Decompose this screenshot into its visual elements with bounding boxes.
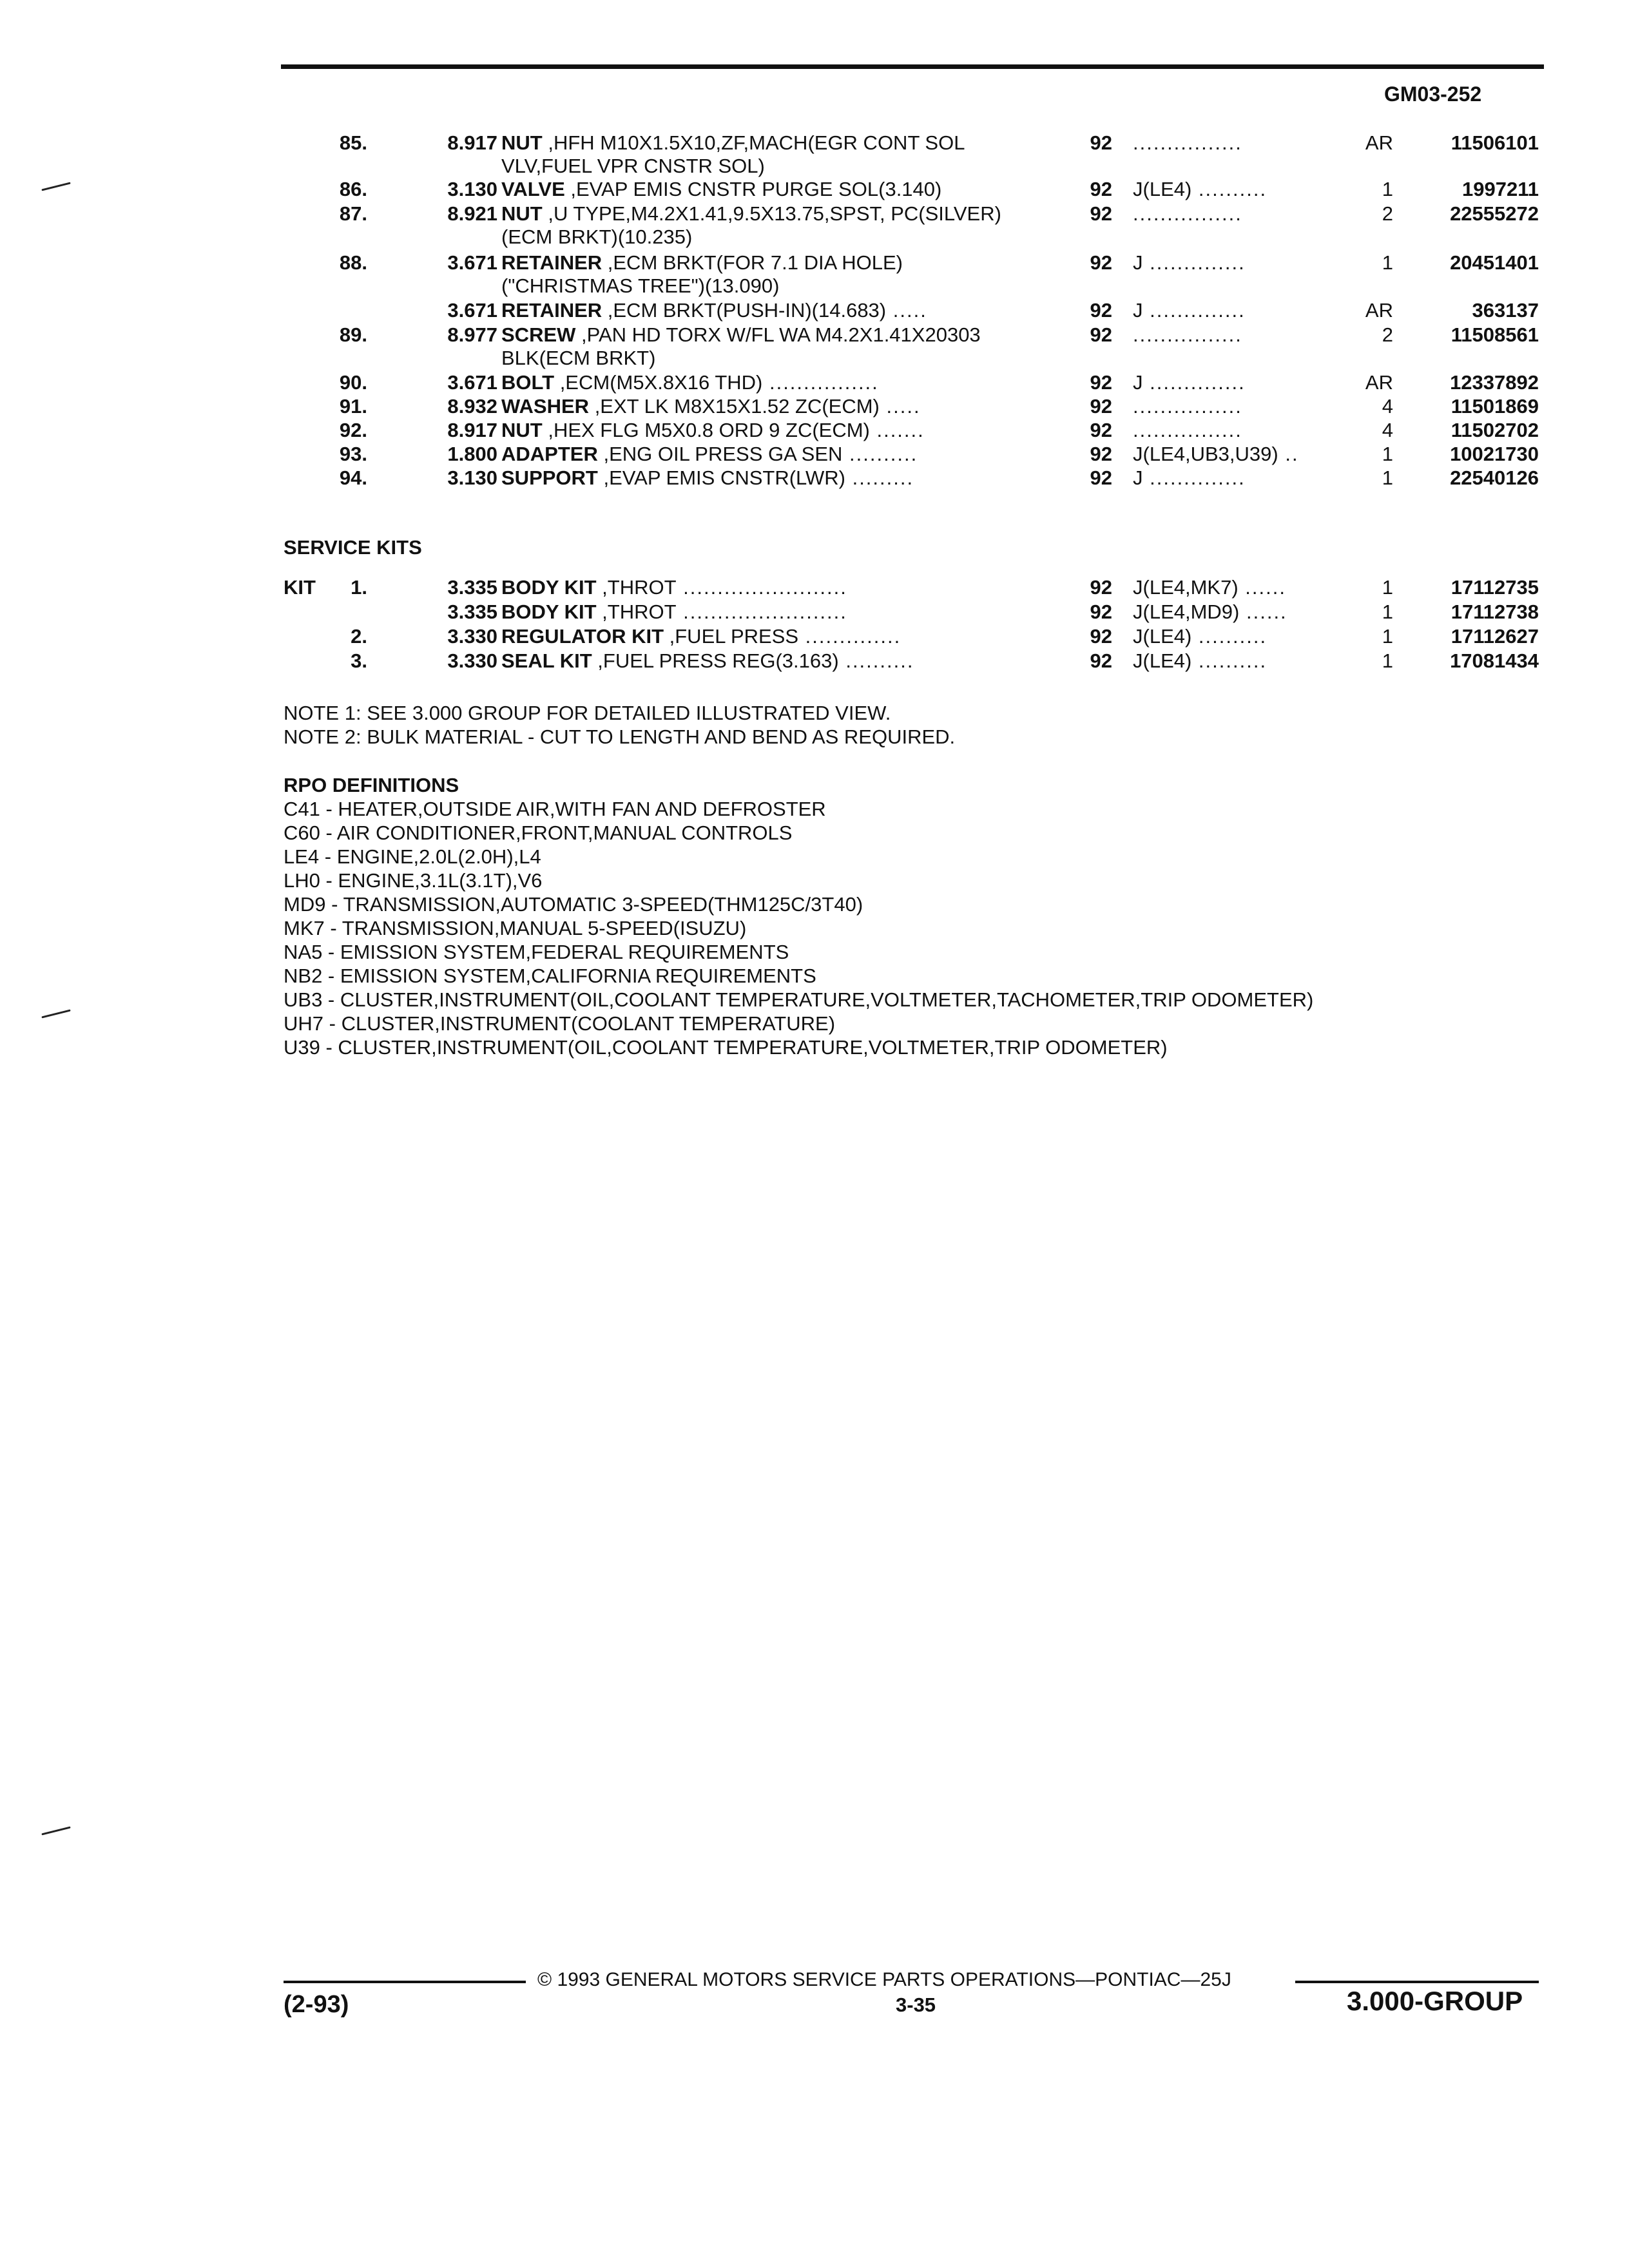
item-number: 92.	[339, 419, 367, 441]
usage-code	[1133, 625, 1352, 648]
usage-code	[1133, 419, 1352, 442]
usage-code	[1133, 395, 1352, 418]
model-year: 92	[1090, 202, 1112, 225]
quantity: 4	[1382, 395, 1393, 418]
item-number: 2.	[351, 625, 367, 648]
model-year: 92	[1090, 131, 1112, 154]
model-year: 92	[1090, 251, 1112, 274]
leader-dots: .....	[886, 299, 927, 322]
rpo-definition: MK7 - TRANSMISSION,MANUAL 5-SPEED(ISUZU)	[284, 917, 747, 939]
part-detail: ,PAN HD TORX W/FL WA M4.2X1.41X20303 BLK(ECM BRKT)	[501, 323, 981, 369]
model-year: 92	[1090, 649, 1112, 672]
notes	[284, 701, 955, 749]
usage-text: J	[1133, 299, 1143, 322]
model-year: 92	[1090, 299, 1112, 322]
item-number: 89.	[339, 323, 367, 346]
binder-mark	[41, 1826, 70, 1835]
kit-label: KIT	[284, 576, 316, 599]
group-number: 3.330	[447, 649, 497, 672]
part-description	[501, 419, 1030, 442]
quantity: 2	[1382, 323, 1393, 346]
leader-dots: ................	[762, 371, 879, 394]
quantity: 1	[1382, 178, 1393, 200]
part-name: REGULATOR KIT	[501, 625, 664, 648]
usage-text: J(LE4,UB3,U39)	[1133, 443, 1278, 465]
group-number: 3.671	[447, 251, 497, 274]
usage-code	[1133, 299, 1352, 322]
revision-date: (2-93)	[284, 1991, 349, 2018]
part-name: WASHER	[501, 395, 590, 418]
part-number: 22540126	[1450, 466, 1539, 489]
group-number: 3.130	[447, 466, 497, 489]
page-number: 3-35	[896, 1994, 936, 2016]
usage-text: J(LE4,MD9)	[1133, 601, 1240, 623]
part-description	[501, 625, 1030, 648]
rpo-definitions	[284, 773, 1313, 1059]
rpo-definition: LE4 - ENGINE,2.0L(2.0H),L4	[284, 845, 541, 868]
leader-dots: ..........	[1191, 625, 1268, 648]
leader-dots: ..........	[838, 649, 914, 672]
leader-dots: ........................	[676, 576, 847, 599]
usage-code	[1133, 202, 1352, 226]
part-number: 363137	[1472, 299, 1539, 322]
group-number: 8.917	[447, 419, 497, 441]
leader-dots: ................	[1133, 202, 1242, 225]
model-year: 92	[1090, 178, 1112, 200]
part-number: 12337892	[1450, 371, 1539, 394]
binder-mark	[41, 182, 70, 191]
part-name: BODY KIT	[501, 576, 597, 599]
usage-text: J	[1133, 466, 1143, 489]
part-name: BODY KIT	[501, 601, 597, 623]
part-number: 11501869	[1451, 395, 1539, 418]
part-number: 11502702	[1451, 419, 1539, 441]
group-number: 3.335	[447, 601, 497, 623]
item-number: 94.	[339, 466, 367, 489]
part-description	[501, 251, 1030, 298]
binder-mark	[41, 1009, 70, 1018]
part-detail: ,THROT	[596, 576, 677, 599]
part-description	[501, 466, 1030, 490]
leader-dots: ..............	[1142, 251, 1246, 274]
note-line: NOTE 1: SEE 3.000 GROUP FOR DETAILED ILLUSTRATED VIEW.	[284, 702, 891, 724]
usage-code	[1133, 371, 1352, 394]
part-detail: ,EXT LK M8X15X1.52 ZC(ECM)	[589, 395, 880, 418]
part-description	[501, 576, 1030, 599]
leader-dots: ..........	[1191, 649, 1268, 672]
item-number: 93.	[339, 443, 367, 465]
part-description	[501, 131, 1030, 178]
part-description	[501, 299, 1030, 322]
leader-dots: ................	[1133, 131, 1242, 154]
part-description	[501, 395, 1030, 418]
quantity: 1	[1382, 466, 1393, 489]
part-detail: ,EVAP EMIS CNSTR(LWR)	[597, 466, 845, 489]
group-number: 3.671	[447, 371, 497, 394]
usage-code	[1133, 178, 1352, 201]
rpo-definition: UH7 - CLUSTER,INSTRUMENT(COOLANT TEMPERATURE)	[284, 1012, 836, 1035]
group-number: 3.671	[447, 299, 497, 322]
model-year: 92	[1090, 466, 1112, 489]
model-year: 92	[1090, 601, 1112, 623]
part-detail: ,ECM BRKT(PUSH-IN)(14.683)	[602, 299, 887, 322]
model-year: 92	[1090, 625, 1112, 648]
model-year: 92	[1090, 419, 1112, 441]
part-number: 11508561	[1451, 323, 1539, 346]
item-number: 3.	[351, 649, 367, 672]
leader-dots: ..............	[1142, 299, 1246, 322]
part-number: 11506101	[1451, 131, 1539, 154]
model-year: 92	[1090, 576, 1112, 599]
usage-text: J	[1133, 371, 1143, 394]
item-number: 91.	[339, 395, 367, 418]
part-name: SCREW	[501, 323, 576, 346]
group-number: 1.800	[447, 443, 497, 465]
part-detail: ,EVAP EMIS CNSTR PURGE SOL(3.140)	[564, 178, 942, 200]
part-name: SEAL KIT	[501, 649, 592, 672]
leader-dots: ..........	[1191, 178, 1268, 200]
item-number: 86.	[339, 178, 367, 200]
part-number: 17112627	[1451, 625, 1539, 648]
model-year: 92	[1090, 395, 1112, 418]
rpo-definition: C41 - HEATER,OUTSIDE AIR,WITH FAN AND DEFROSTER	[284, 798, 826, 820]
item-number: 85.	[339, 131, 367, 154]
part-name: ADAPTER	[501, 443, 598, 465]
part-number: 17112735	[1451, 576, 1539, 599]
rpo-definition: C60 - AIR CONDITIONER,FRONT,MANUAL CONTROLS	[284, 822, 793, 844]
footer-copyright: © 1993 GENERAL MOTORS SERVICE PARTS OPERATIONS—PONTIAC—25J	[537, 1969, 1231, 1990]
item-number: 88.	[339, 251, 367, 274]
leader-dots: .....	[879, 395, 921, 418]
leader-dots: .........	[845, 466, 914, 489]
leader-dots: ........................	[676, 601, 847, 623]
part-number: 17112738	[1451, 601, 1539, 623]
quantity: 1	[1382, 625, 1393, 648]
service-kits-heading: SERVICE KITS	[284, 536, 422, 559]
leader-dots: ................	[1133, 395, 1242, 418]
document-id: GM03-252	[1384, 82, 1482, 106]
part-number: 17081434	[1450, 649, 1539, 672]
usage-code	[1133, 443, 1352, 466]
part-number: 1997211	[1462, 178, 1539, 200]
quantity: 1	[1382, 443, 1393, 465]
model-year: 92	[1090, 323, 1112, 346]
leader-dots: ......	[1238, 576, 1286, 599]
quantity: 1	[1382, 649, 1393, 672]
usage-text: J(LE4)	[1133, 649, 1192, 672]
part-description	[501, 443, 1030, 466]
model-year: 92	[1090, 443, 1112, 465]
usage-text: J(LE4)	[1133, 178, 1192, 200]
usage-code	[1133, 576, 1352, 599]
part-name: RETAINER	[501, 251, 602, 274]
item-number: 87.	[339, 202, 367, 225]
quantity: AR	[1365, 371, 1393, 394]
rpo-definition: UB3 - CLUSTER,INSTRUMENT(OIL,COOLANT TEMPERATURE,VOLTMETER,TACHOMETER,TRIP ODOMETER)	[284, 988, 1314, 1011]
part-name: NUT	[501, 419, 543, 441]
rpo-definition: NB2 - EMISSION SYSTEM,CALIFORNIA REQUIREMENTS	[284, 965, 816, 987]
part-description	[501, 178, 1030, 201]
part-name: VALVE	[501, 178, 565, 200]
part-detail: ,THROT	[596, 601, 677, 623]
part-number: 20451401	[1450, 251, 1539, 274]
leader-dots: ..............	[1142, 371, 1246, 394]
leader-dots: ................	[1133, 419, 1242, 441]
part-description	[501, 323, 1030, 370]
top-rule	[281, 64, 1544, 69]
part-detail: ,U TYPE,M4.2X1.41,9.5X13.75,SPST, PC(SILVER)(ECM BRKT)(10.235)	[501, 202, 1001, 248]
part-detail: ,FUEL PRESS	[664, 625, 799, 648]
part-name: NUT	[501, 131, 543, 154]
group-number: 8.921	[447, 202, 497, 225]
part-description	[501, 601, 1030, 624]
quantity: 1	[1382, 601, 1393, 623]
leader-dots: ..........	[842, 443, 918, 465]
rpo-definition: U39 - CLUSTER,INSTRUMENT(OIL,COOLANT TEMPERATURE,VOLTMETER,TRIP ODOMETER)	[284, 1036, 1168, 1059]
rpo-definition: LH0 - ENGINE,3.1L(3.1T),V6	[284, 869, 543, 892]
footer-rule-left	[284, 1981, 526, 1983]
group-label: 3.000-GROUP	[1347, 1986, 1523, 2016]
group-number: 3.335	[447, 576, 497, 599]
usage-code	[1133, 131, 1352, 155]
quantity: AR	[1365, 299, 1393, 322]
part-detail: ,HEX FLG M5X0.8 ORD 9 ZC(ECM)	[542, 419, 870, 441]
part-description	[501, 202, 1030, 249]
group-number: 3.130	[447, 178, 497, 200]
rpo-title: RPO DEFINITIONS	[284, 774, 459, 796]
part-detail: ,ENG OIL PRESS GA SEN	[597, 443, 843, 465]
leader-dots: ......	[1239, 601, 1287, 623]
leader-dots: ..............	[1142, 466, 1246, 489]
usage-text: J(LE4,MK7)	[1133, 576, 1239, 599]
group-number: 8.917	[447, 131, 497, 154]
leader-dots: ..	[1278, 443, 1299, 465]
note-line: NOTE 2: BULK MATERIAL - CUT TO LENGTH AND BEND AS REQUIRED.	[284, 726, 956, 748]
part-detail: ,ECM BRKT(FOR 7.1 DIA HOLE) ("CHRISTMAS TREE")(13.090)	[501, 251, 903, 297]
quantity: AR	[1365, 131, 1393, 154]
model-year: 92	[1090, 371, 1112, 394]
footer-rule-right	[1295, 1981, 1539, 1983]
part-detail: ,ECM(M5X.8X16 THD)	[554, 371, 763, 394]
item-number: 90.	[339, 371, 367, 394]
quantity: 2	[1382, 202, 1393, 225]
part-name: BOLT	[501, 371, 555, 394]
usage-code	[1133, 649, 1352, 673]
quantity: 1	[1382, 251, 1393, 274]
leader-dots: ..............	[798, 625, 901, 648]
usage-code	[1133, 251, 1352, 274]
part-number: 22555272	[1450, 202, 1539, 225]
part-description	[501, 649, 1030, 673]
quantity: 1	[1382, 576, 1393, 599]
group-number: 8.932	[447, 395, 497, 418]
part-name: SUPPORT	[501, 466, 598, 489]
group-number: 8.977	[447, 323, 497, 346]
part-name: RETAINER	[501, 299, 602, 322]
group-number: 3.330	[447, 625, 497, 648]
part-number: 10021730	[1450, 443, 1539, 465]
usage-text: J(LE4)	[1133, 625, 1192, 648]
part-name: NUT	[501, 202, 543, 225]
usage-code	[1133, 601, 1352, 624]
rpo-definition: NA5 - EMISSION SYSTEM,FEDERAL REQUIREMENTS	[284, 941, 789, 963]
part-detail: ,HFH M10X1.5X10,ZF,MACH(EGR CONT SOL VLV,FUEL VPR CNSTR SOL)	[501, 131, 965, 177]
leader-dots: ................	[1133, 323, 1242, 346]
part-detail: ,FUEL PRESS REG(3.163)	[592, 649, 839, 672]
leader-dots: .......	[869, 419, 925, 441]
part-description	[501, 371, 1030, 394]
usage-code	[1133, 466, 1352, 490]
quantity: 4	[1382, 419, 1393, 441]
item-number: 1.	[351, 576, 367, 599]
usage-code	[1133, 323, 1352, 347]
usage-text: J	[1133, 251, 1143, 274]
rpo-definition: MD9 - TRANSMISSION,AUTOMATIC 3-SPEED(THM125C/3T40)	[284, 893, 863, 916]
